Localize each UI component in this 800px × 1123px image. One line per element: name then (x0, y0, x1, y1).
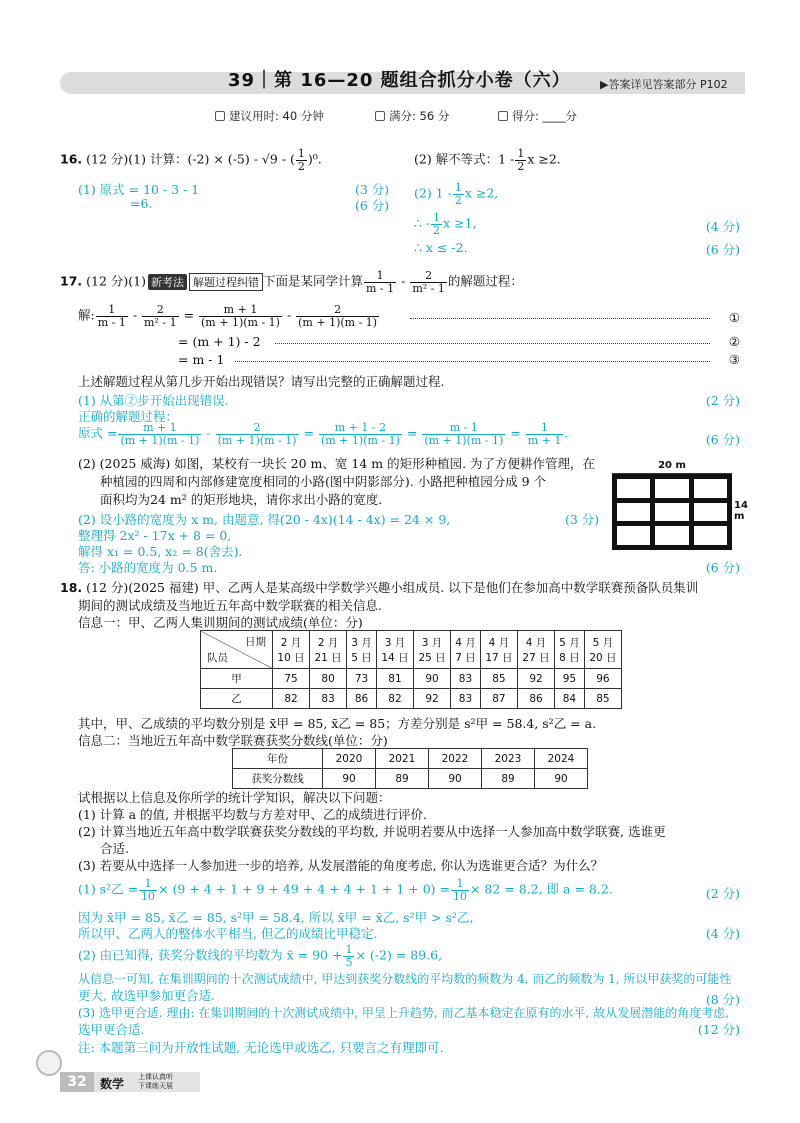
q16-answer-b2: ∴ - $\frac{1}{2}$ x ≥1, (414, 211, 477, 237)
q16-score-4: (6 分) (705, 242, 740, 257)
q18-score-2: (4 分) (705, 926, 740, 941)
subject-label: 数学 (100, 1077, 125, 1091)
width-label: 20 m (612, 460, 732, 474)
q18-score-1: (2 分) (705, 886, 740, 901)
q17-part2-line2: 种植园的四周和内部修建宽度相同的小路(图中阴影部分). 小路把种植园分成 9 个 (100, 474, 547, 489)
pen-icon (498, 111, 508, 121)
page-title: 39｜第 16—20 题组合抓分小卷（六） (228, 70, 571, 91)
q16-score-3: (4 分) (705, 219, 740, 234)
slogan: 上课认真听 下课练天展 (138, 1073, 173, 1090)
q17-solution-step2: = (m + 1) - 2 (178, 334, 261, 349)
q18-intro: 18. (12 分)(2025 福建) 甲、乙两人是某高级中学数学兴趣小组成员. 以下是他们在参加高中数学联赛预备队员集训 (60, 580, 699, 595)
q18-answer-7: (3) 选甲更合适. 理由: 在集训期间的十次测试成绩中, 甲呈上升趋势, 而乙基本稳定在原有的水平, 故从发展潜能的角度考虑, (78, 1006, 730, 1020)
plot (617, 479, 650, 498)
q18-ask: 试根据以上信息及你所学的统计学知识，解决以下问题： (78, 790, 391, 805)
q18-sub2: (2) 计算当地近五年高中数学联赛获奖分数线的平均数, 并说明若要从中选择一人参加高中数学联赛, 选谁更 (78, 824, 666, 839)
q17-answer-3: 原式 = $\frac{m + 1}{(m + 1)(m - 1)}$ - $\frac{2}{(m + 1)(m - 1)}$ = $\frac{m + 1 - 2}{(m + 1)(m - 1)}$ = $\frac{m - 1}{(m + 1)(m - 1)}$ = $\frac{1}{m + 1}$ . (78, 421, 569, 447)
dotted-leader (410, 318, 710, 319)
plot (655, 526, 688, 545)
q17-answer-b3: 解得 x₁ = 0.5, x₂ = 8(舍去). (78, 544, 243, 559)
date-header: 4 月 7 日 (451, 631, 481, 669)
q16-score-2: (6 分) (355, 198, 390, 213)
plot (655, 479, 688, 498)
date-header: 3 月 14 日 (376, 631, 413, 669)
table-row: 获奖分数线 90 89 90 89 90 (233, 769, 588, 789)
q18-answer-1: (1) s²乙 = $\frac{1}{10}$ × (9 + 4 + 1 + 9 + 49 + 4 + 4 + 1 + 1 + 0) = $\frac{1}{10}$ × 82 = 8.2, 即 a = 8.2. (78, 877, 613, 903)
q16-score-1: (3 分) (355, 182, 390, 197)
q18-averages: 其中，甲、乙成绩的平均数分别是 x̄甲 = 85, x̄乙 = 85；方差分别是 s²甲 = 58.4, s²乙 = a. (78, 716, 597, 731)
q16-part1: 16. (12 分)(1) 计算：(-2) × (-5) - √9 - ( $\frac{1}{2}$ )⁰. (60, 147, 322, 173)
q18-answer-3: 所以甲、乙两人的整体水平相当, 但乙的成绩比甲稳定. (78, 926, 378, 941)
q17-answer-b2: 整理得 2x² - 17x + 8 = 0, (78, 528, 232, 543)
q16-answer-1: (1) 原式 = 10 - 3 - 1 (78, 182, 200, 197)
table-row: 甲 75 80 73 81 90 83 85 92 95 96 (201, 669, 622, 689)
q18-score-3: (8 分) (705, 992, 740, 1007)
q18-sub3: (3) 若要从中选择一人参加进一步的培养, 从发展潜能的角度考虑, 你认为选谁更合适？为什么？ (78, 858, 604, 873)
q17-solution-step1: 解: $\frac{1}{m - 1}$ - $\frac{2}{\text{m² - 1}}$ = $\frac{m + 1}{(m + 1)(m - 1)}$ - $\frac{2}{(m + 1)(m - 1)}$ (78, 303, 378, 329)
q17-intro: 17. (12 分)(1) 新考法 解题过程纠错 下面是某同学计算 $\frac{1}{m - 1}$ - $\frac{2}{\text{m² - 1}}$ 的解题过程： (60, 269, 523, 295)
footer-band (94, 1072, 200, 1092)
q17-answer-b4: 答: 小路的宽度为 0.5 m. (78, 560, 218, 575)
q16-answer-b1: (2) 1 - $\frac{1}{2}$ x ≥2, (414, 181, 499, 207)
q18-answer-6: 更大, 故选甲参加更合适. (78, 988, 215, 1003)
plot (617, 526, 650, 545)
table-corner: 日期 队员 (201, 631, 273, 669)
height-label: 14 m (734, 500, 748, 522)
q18-sub1: (1) 计算 a 的值, 并根据平均数与方差对甲、乙的成绩进行评价. (78, 807, 428, 822)
step-marker-2: ② (728, 334, 740, 349)
page-number: 32 (60, 1072, 94, 1092)
threshold-table (232, 748, 588, 789)
q17-question: 上述解题过程从第几步开始出现错误？请写出完整的正确解题过程. (78, 374, 445, 389)
dotted-leader (235, 361, 710, 362)
q18-answer-5: 从信息一可知, 在集训期间的十次测试成绩中, 甲达到获奖分数线的平均数的频数为 4, 而乙的频数为 1, 所以甲获奖的可能性 (78, 972, 732, 986)
time-info: 建议用时: 40 分钟 (215, 108, 324, 124)
q17-part2-line3: 面积均为24 m² 的矩形地块，请你求出小路的宽度. (100, 492, 383, 507)
scores-table (200, 630, 622, 709)
date-header: 4 月 17 日 (480, 631, 517, 669)
table-row: 年份 2020 2021 2022 2023 2024 (233, 749, 588, 769)
plot (694, 526, 727, 545)
plot (694, 479, 727, 498)
q18-info2: 信息二：当地近五年高中数学联赛获奖分数线(单位：分) (78, 733, 388, 748)
q17-score-3: (3 分) (565, 512, 600, 527)
q17-answer-b1: (2) 设小路的宽度为 x m, 由题意, 得(20 - 4x)(14 - 4x) = 24 × 9, (78, 512, 451, 527)
date-header: 4 月 27 日 (517, 631, 554, 669)
table-row: 乙 82 83 86 82 92 83 87 86 84 85 (201, 689, 622, 709)
q18-score-4: (12 分) (697, 1022, 740, 1037)
date-header: 5 月 8 日 (555, 631, 585, 669)
score-icon (375, 111, 385, 121)
q17-score-4: (6 分) (705, 560, 740, 575)
q18-answer-2: 因为 x̄甲 = 85, x̄乙 = 85, s²甲 = 58.4, 所以 x̄甲 = x̄乙, s²甲 > s²乙, (78, 910, 474, 925)
q18-info1: 信息一：甲、乙两人集训期间的测试成绩(单位：分) (78, 615, 363, 630)
clock-icon (215, 111, 225, 121)
garden-figure (612, 460, 750, 550)
date-header: 2 月 21 日 (310, 631, 347, 669)
q16-answer-2: =6. (130, 196, 153, 211)
q17-answer-1: (1) 从第②步开始出现错误. (78, 393, 229, 408)
plot (617, 503, 650, 522)
q18-sub2-cont: 合适. (100, 841, 129, 856)
plot (655, 503, 688, 522)
q18-intro-2: 期间的测试成绩及当地近五年高中数学联赛的相关信息. (78, 598, 382, 613)
q16-answer-b3: ∴ x ≤ -2. (414, 240, 468, 255)
q18-answer-8: 选甲更合适. (78, 1022, 145, 1037)
date-header: 3 月 5 日 (347, 631, 377, 669)
date-header: 3 月 25 日 (414, 631, 451, 669)
q16-part2: (2) 解不等式：1 - $\frac{1}{2}$ x ≥2. (414, 147, 561, 173)
q17-part2-line1: (2) (2025 威海) 如图，某校有一块长 20 m、宽 14 m 的矩形种植园. 为了方便耕作管理，在 (78, 456, 596, 471)
full-score-info: 满分: 56 分 (375, 108, 449, 124)
q17-score-2: (6 分) (705, 432, 740, 447)
q18-note: 注: 本题第三问为开放性试题, 无论选甲或选乙, 只要言之有理即可. (78, 1040, 444, 1055)
dotted-leader (275, 343, 710, 344)
q17-score-1: (2 分) (705, 393, 740, 408)
answer-note: ▶答案详见答案部分 P102 (600, 78, 728, 91)
plot (694, 503, 727, 522)
garden-grid (612, 474, 732, 550)
q17-solution-step3: = m - 1 (178, 352, 225, 367)
step-marker-3: ③ (728, 352, 740, 367)
date-header: 5 月 20 日 (584, 631, 621, 669)
score-info: 得分: ____分 (498, 108, 577, 124)
q18-answer-4: (2) 由已知得, 获奖分数线的平均数为 x̄ = 90 + $\frac{1}{5}$ × (-2) = 89.6, (78, 943, 443, 969)
date-header: 2 月 10 日 (273, 631, 310, 669)
q17-answer-2: 正确的解题过程： (78, 409, 179, 424)
step-marker-1: ① (728, 310, 740, 325)
mascot-icon (36, 1050, 62, 1076)
